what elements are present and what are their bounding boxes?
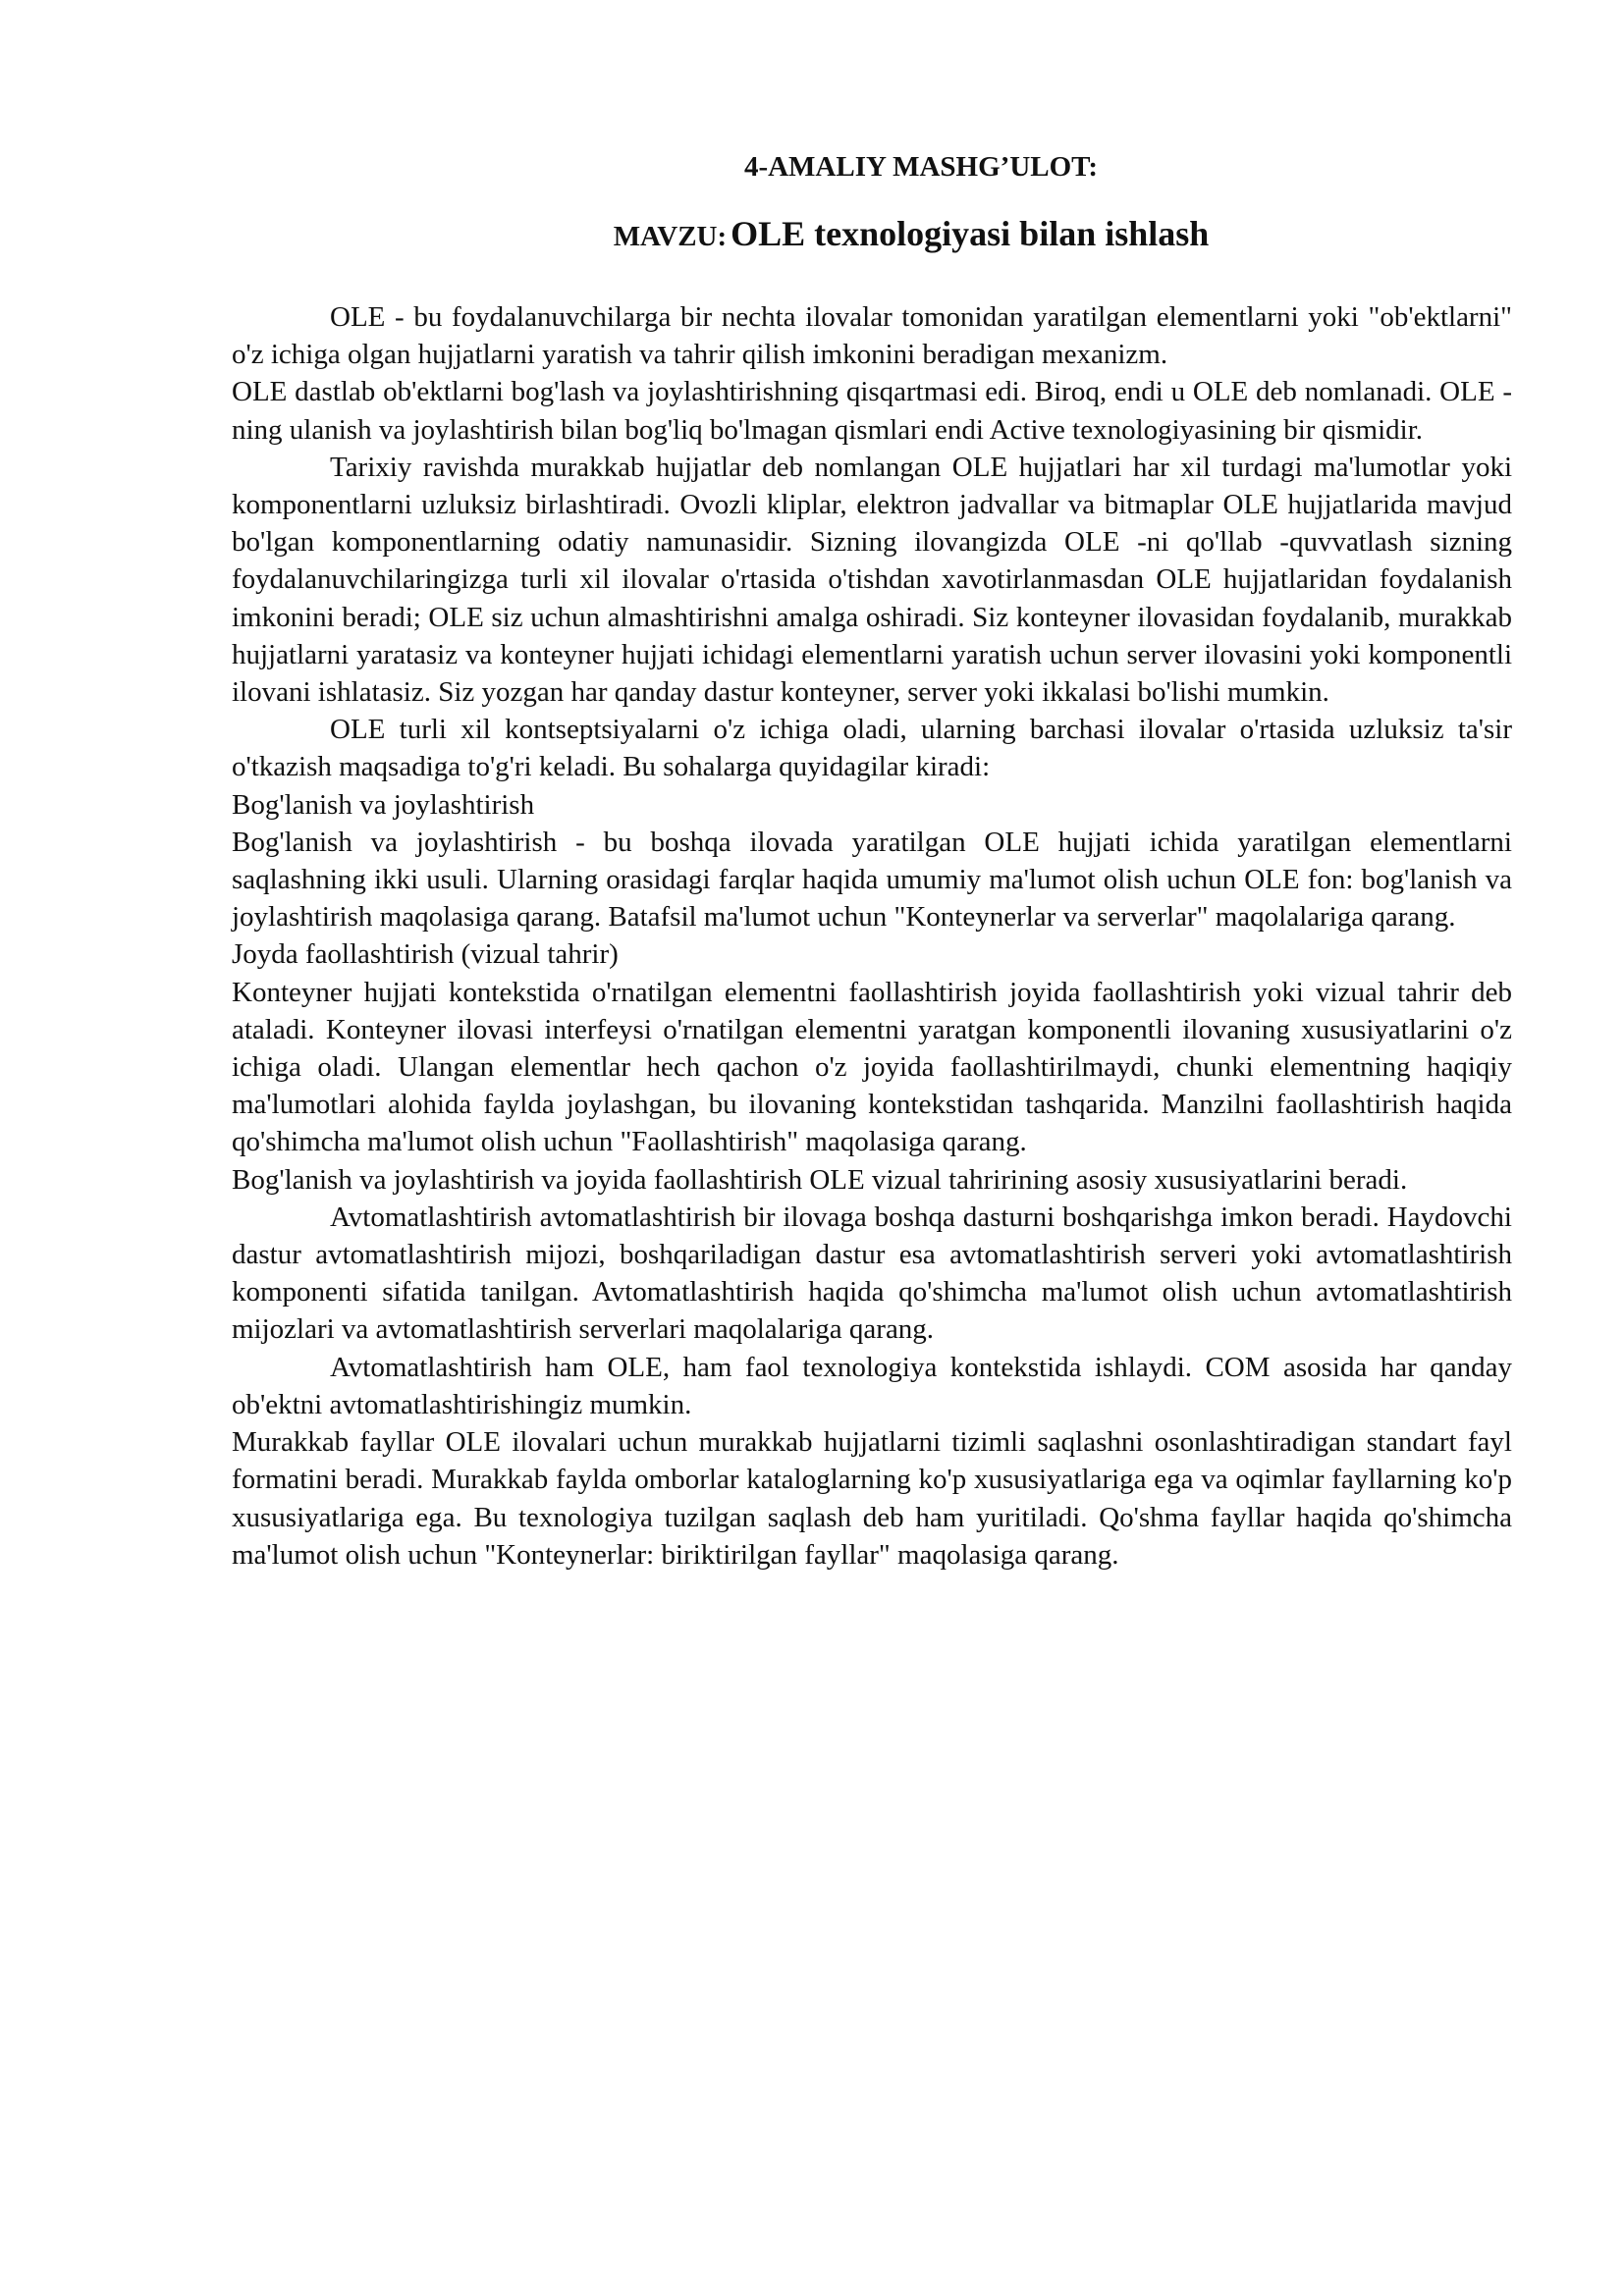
paragraph: Bog'lanish va joylashtirish - bu boshqa ilovada yaratilgan OLE hujjati ichida yaratilgan elementlarni saqlashning ikki usuli. Ularning orasidagi farqlar haqida umumiy ma'lumot olish uchun OLE fon: bog'lanish va joylashtirish maqolasiga qarang. Batafsil ma'lumot uchun "Konteynerlar va serverlar" maqolalariga qarang. <box>232 826 1512 934</box>
page-title: 4-AMALIY MASHG’ULOT: <box>743 151 1099 183</box>
paragraph: OLE dastlab ob'ektlarni bog'lash va joylashtirishning qisqartmasi edi. Biroq, endi u OLE deb nomlanadi. OLE -ning ulanish va joylashtirish bilan bog'liq bo'lmagan qismlari endi Active texnologiyasining bir qismidir. <box>232 376 1512 446</box>
document-page <box>232 147 1512 1574</box>
subtitle-main: OLE texnologiyasi bilan ishlash <box>731 214 1210 253</box>
paragraph: Murakkab fayllar OLE ilovalari uchun murakkab hujjatlarni tizimli saqlashni osonlashtiradigan standart fayl formatini beradi. Murakkab faylda omborlar kataloglarning ko'p xususiyatlariga ega va oqimlar fayllarning ko'p xususiyatlariga ega. Bu texnologiya tuzilgan saqlash deb ham yuritiladi. Qo'shma fayllar haqida qo'shimcha ma'lumot olish uchun "Konteynerlar: biriktirilgan fayllar" maqolasiga qarang. <box>232 1426 1512 1571</box>
paragraph: Avtomatlashtirish ham OLE, ham faol texnologiya kontekstida ishlaydi. COM asosida har qanday ob'ektni avtomatlashtirishingiz mumkin. <box>232 1351 1512 1420</box>
section-heading: Joyda faollashtirish (vizual tahrir) <box>232 938 619 971</box>
paragraph: OLE - bu foydalanuvchilarga bir nechta ilovalar tomonidan yaratilgan elementlarni yoki "ob'ektlarni" o'z ichiga olgan hujjatlarni yaratish va tahrir qilish imkonini beradigan mexanizm. <box>232 301 1512 371</box>
section-heading: Bog'lanish va joylashtirish <box>232 788 535 821</box>
page-subtitle <box>232 210 1512 265</box>
document-body <box>232 298 1512 1574</box>
paragraph: Tarixiy ravishda murakkab hujjatlar deb nomlangan OLE hujjatlari har xil turdagi ma'lumotlar yoki komponentlarni uzluksiz birlashtiradi. Ovozli kliplar, elektron jadvallar va bitmaplar OLE hujjatlarida mavjud bo'lgan komponentlarning odatiy namunasidir. Sizning ilovangizda OLE -ni qo'llab -quvvatlash sizning foydalanuvchilaringizga turli xil ilovalar o'rtasida o'tishdan xavotirlanmasdan OLE hujjatlaridan foydalanish imkonini beradi; OLE siz uchun almashtirishni amalga oshiradi. Siz konteyner ilovasidan foydalanib, murakkab hujjatlarni yaratasiz va konteyner hujjati ichidagi elementlarni yaratish uchun server ilovasini yoki komponentli ilovani ishlatasiz. Siz yozgan har qanday dastur konteyner, server yoki ikkalasi bo'lishi mumkin. <box>232 451 1512 709</box>
paragraph: Bog'lanish va joylashtirish va joyida faollashtirish OLE vizual tahririning asosiy xususiyatlarini beradi. <box>232 1163 1408 1196</box>
subtitle-lead: MAVZU: <box>613 221 728 252</box>
paragraph: Konteyner hujjati kontekstida o'rnatilgan elementni faollashtirish joyida faollashtirish yoki vizual tahrir deb ataladi. Konteyner ilovasi interfeysi o'rnatilgan elementni yaratgan komponentli ilovaning xususiyatlarini o'z ichiga oladi. Ulangan elementlar hech qachon o'z joyida faollashtirilmaydi, chunki elementning haqiqiy ma'lumotlari alohida faylda joylashgan, bu ilovaning kontekstidan tashqarida. Manzilni faollashtirish haqida qo'shimcha ma'lumot olish uchun "Faollashtirish" maqolasiga qarang. <box>232 976 1512 1158</box>
paragraph: Avtomatlashtirish avtomatlashtirish bir ilovaga boshqa dasturni boshqarishga imkon beradi. Haydovchi dastur avtomatlashtirish mijozi, boshqariladigan dastur esa avtomatlashtirish serveri yoki avtomatlashtirish komponenti sifatida tanilgan. Avtomatlashtirish haqida qo'shimcha ma'lumot olish uchun avtomatlashtirish mijozlari va avtomatlashtirish serverlari maqolalariga qarang. <box>232 1201 1512 1346</box>
paragraph: OLE turli xil kontseptsiyalarni o'z ichiga oladi, ularning barchasi ilovalar o'rtasida uzluksiz ta'sir o'tkazish maqsadiga to'g'ri keladi. Bu sohalarga quyidagilar kiradi: <box>232 714 1512 783</box>
